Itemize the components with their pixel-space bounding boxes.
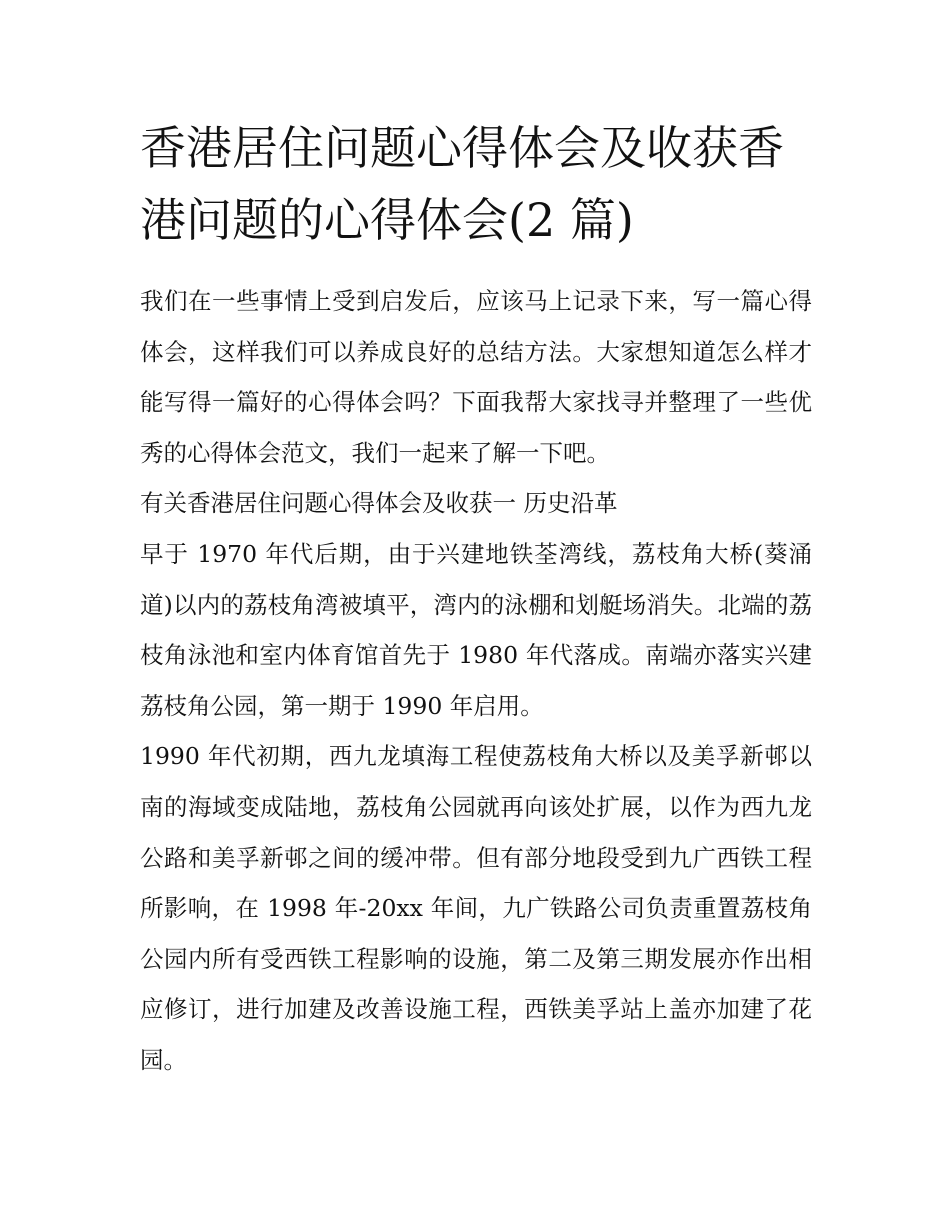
history-paragraph-2: 1990 年代初期，西九龙填海工程使荔枝角大桥以及美孚新邨以南的海域变成陆地，荔枝角公园就再向该处扩展，以作为西九龙公路和美孚新邨之间的缓冲带。但有部分地段受到九广西铁工程所影响，在 1998 年-20xx 年间，九广铁路公司负责重置荔枝角公园内所有受西铁工程影响的设施，第二及第三期发展亦作出相应修订，进行加建及改善设施工程，西铁美孚站上盖亦加建了花园。 bbox=[140, 742, 812, 1074]
history-paragraph-1: 早于 1970 年代后期，由于兴建地铁荃湾线，荔枝角大桥(葵涌道)以内的荔枝角湾被填平，湾内的泳棚和划艇场消失。北端的荔枝角泳池和室内体育馆首先于 1980 年代落成。南端亦落实兴建荔枝角公园，第一期于 1990 年启用。 bbox=[140, 539, 812, 720]
document-title: 香港居住问题心得体会及收获香港问题的心得体会(2 篇) bbox=[140, 121, 784, 247]
intro-paragraph: 我们在一些事情上受到启发后，应该马上记录下来，写一篇心得体会，这样我们可以养成良好的总结方法。大家想知道怎么样才能写得一篇好的心得体会吗？下面我帮大家找寻并整理了一些优秀的心得体会范文，我们一起来了解一下吧。 bbox=[140, 287, 812, 467]
document-body bbox=[140, 276, 812, 1086]
section-heading: 有关香港居住问题心得体会及收获一 历史沿革 bbox=[140, 489, 618, 518]
